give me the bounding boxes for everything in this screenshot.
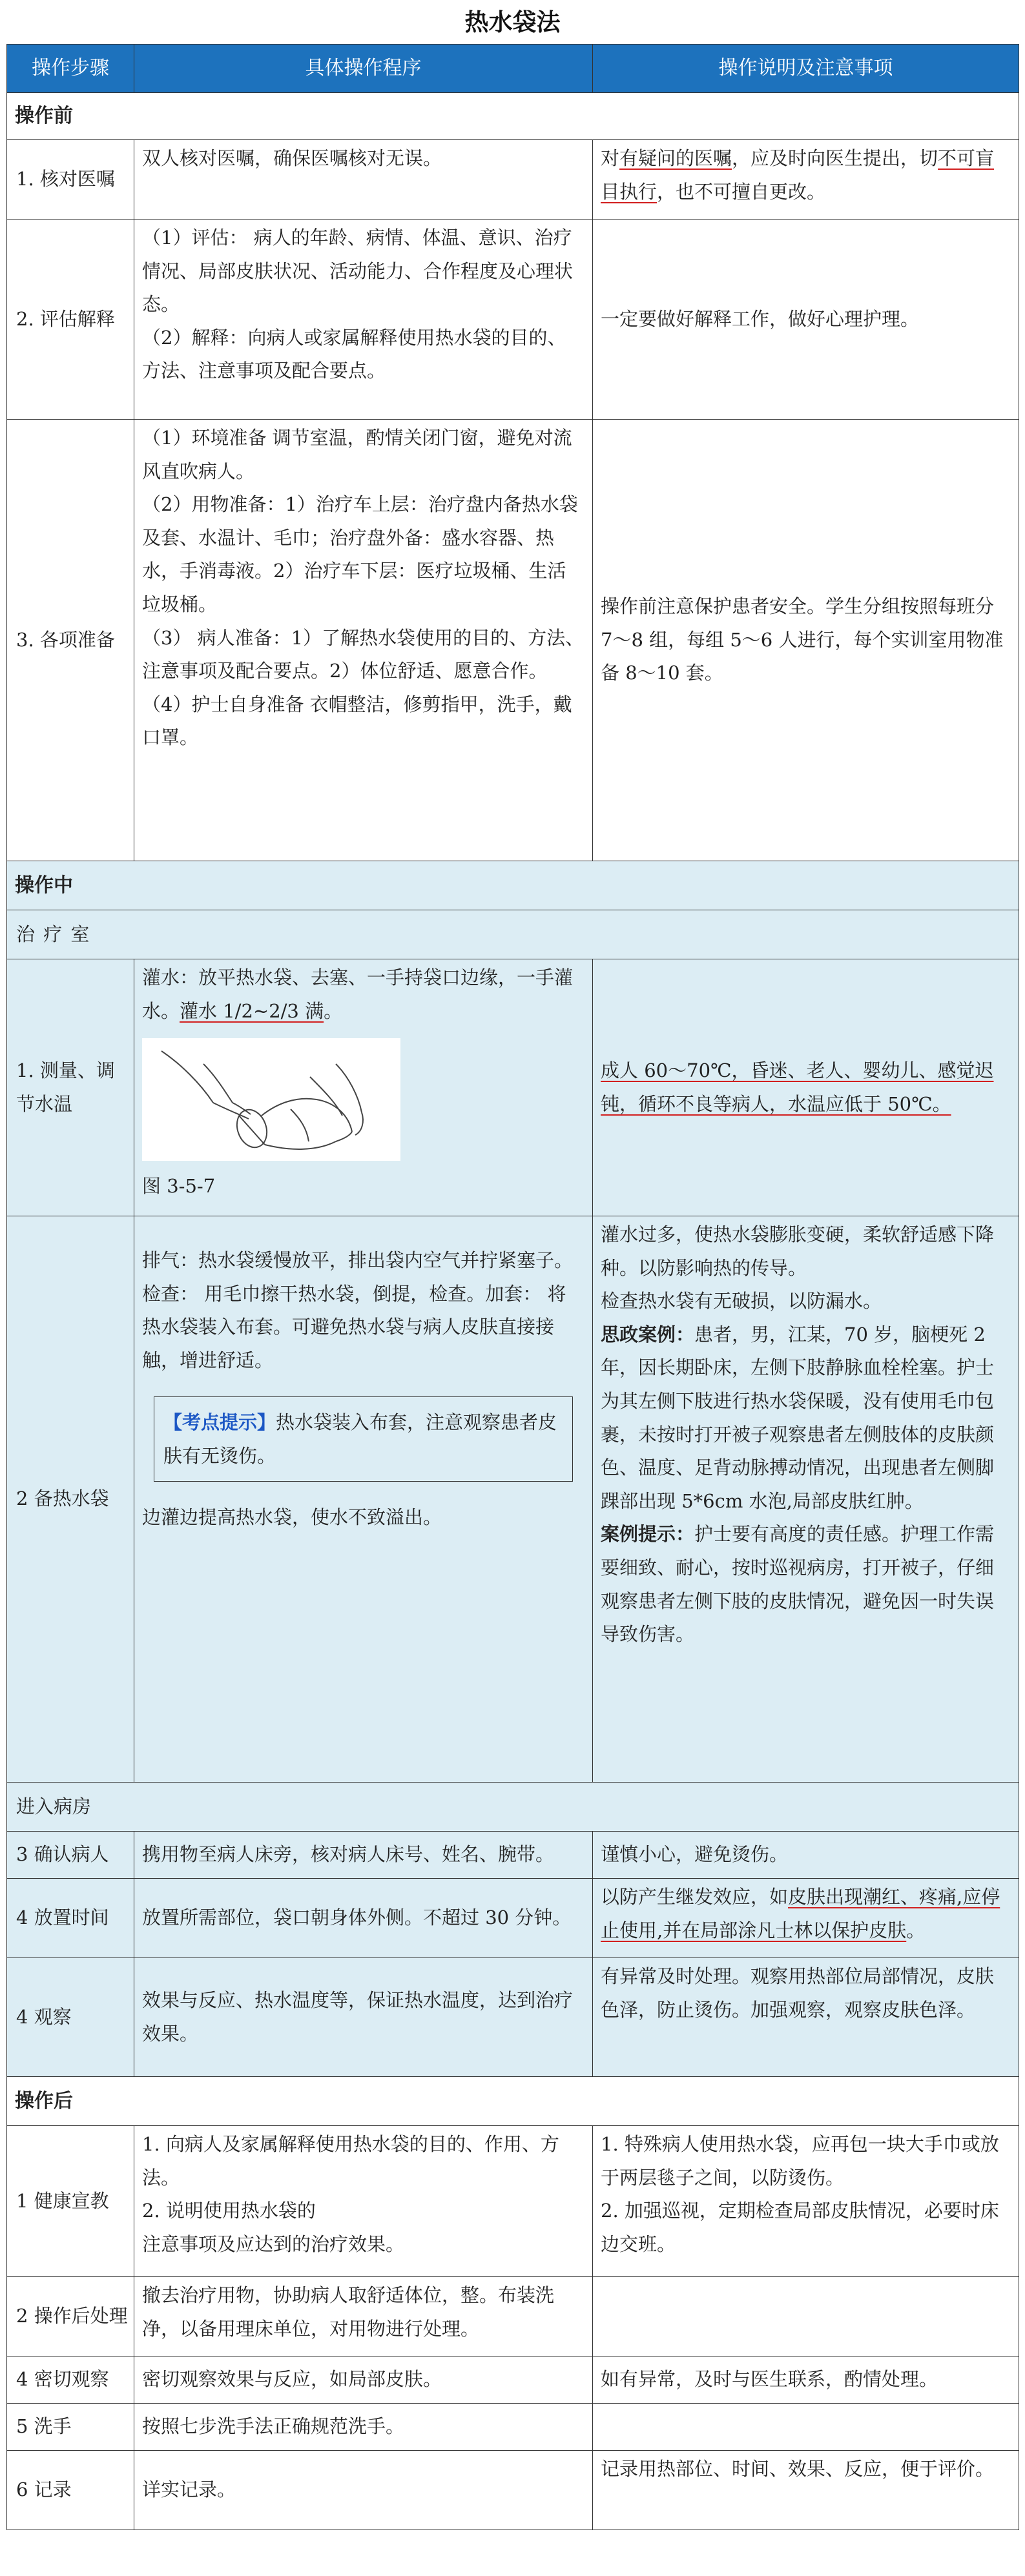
procedure-paragraph: 排气：热水袋缓慢放平，排出袋内空气并拧紧塞子。检查： 用毛巾擦干热水袋，倒提，检查。加套： 将热水袋装入布套。可避免热水袋与病人皮肤直接接触，增进舒适。 — [142, 1249, 574, 1371]
exam-tip-box — [154, 1396, 573, 1481]
notes-paragraph: 灌水过多，使热水袋膨胀变硬，柔软舒适感下降种。以防影响热的传导。 — [601, 1223, 995, 1279]
header-notes: 操作说明及注意事项 — [593, 45, 1019, 93]
case-hint-paragraph — [601, 1518, 1011, 1651]
section-title: 操作前 — [7, 93, 1019, 140]
procedure-cell — [134, 140, 593, 220]
section-row-before — [7, 93, 1019, 140]
notes-cell: 记录用热部位、时间、效果、反应，便于评价。 — [593, 2451, 1019, 2530]
section-row-during — [7, 861, 1019, 910]
procedure-paragraph: （3） 病人准备：1）了解热水袋使用的目的、方法、注意事项及配合要点。2）体位舒适、愿意合作。 — [142, 626, 585, 682]
procedure-cell: 放置所需部位，袋口朝身体外侧。不超过 30 分钟。 — [134, 1879, 593, 1958]
subsection-title: 治 疗 室 — [7, 910, 1019, 959]
procedure-cell — [134, 2126, 593, 2277]
table-row — [7, 220, 1019, 420]
procedure-paragraph: （4）护士自身准备 衣帽整洁，修剪指甲，洗手，戴口罩。 — [142, 693, 572, 749]
section-title: 操作中 — [7, 861, 1019, 910]
case-label: 思政案例： — [601, 1323, 695, 1345]
step-label: 2. 评估解释 — [7, 220, 134, 420]
case-hint-text: 护士要有高度的责任感。护理工作需要细致、耐心，按时巡视病房，打开被子，仔细观察患者左侧下肢的皮肤情况，避免因一时失误导致伤害。 — [601, 1523, 995, 1646]
notes-cell — [593, 2277, 1019, 2356]
notes-text: 。 — [906, 1919, 926, 1941]
step-label: 3. 各项准备 — [7, 420, 134, 861]
procedure-paragraph: 1. 向病人及家属解释使用热水袋的目的、作用、方法。 — [142, 2133, 559, 2189]
procedure-paragraph: 边灌边提高热水袋，使水不致溢出。 — [142, 1506, 442, 1528]
procedure-paragraph: （1）环境准备 调节室温，酌情关闭门窗，避免对流风直吹病人。 — [142, 427, 572, 482]
procedure-cell — [134, 1216, 593, 1783]
exam-tip-label: 【考点提示】 — [163, 1411, 276, 1434]
notes-text: 以防产生继发效应，如 — [601, 1886, 789, 1908]
procedure-cell: 详实记录。 — [134, 2451, 593, 2530]
figure-caption: 图 3-5-7 — [142, 1175, 216, 1198]
table-row — [7, 2126, 1019, 2277]
step-label: 2 操作后处理 — [7, 2277, 134, 2356]
highlight-text: 灌水 1/2~2/3 满 — [180, 999, 324, 1022]
subsection-title: 进入病房 — [7, 1783, 1019, 1832]
notes-cell — [593, 1879, 1019, 1958]
notes-paragraph: 2. 加强巡视，定期检查局部皮肤情况，必要时床边交班。 — [601, 2200, 999, 2255]
notes-text: 对 — [601, 147, 620, 169]
exam-tip-text: 热水袋装入布套，注意观察患者皮肤有无烫伤。 — [163, 1411, 557, 1467]
header-procedure: 具体操作程序 — [134, 45, 593, 93]
table-row — [7, 2404, 1019, 2451]
procedure-paragraph: 注意事项及应达到的治疗效果。 — [142, 2233, 405, 2255]
procedure-paragraph: 2. 说明使用热水袋的 — [142, 2200, 316, 2222]
step-label: 3 确认病人 — [7, 1832, 134, 1879]
section-row-after — [7, 2077, 1019, 2126]
step-label: 1 健康宣教 — [7, 2126, 134, 2277]
procedure-cell — [134, 220, 593, 420]
step-label: 2 备热水袋 — [7, 1216, 134, 1783]
procedure-cell — [134, 420, 593, 861]
notes-paragraph: 1. 特殊病人使用热水袋，应再包一块大手巾或放于两层毯子之间，以防烫伤。 — [601, 2133, 999, 2189]
procedure-text: 灌水：放平热水袋、去塞、一手持袋口边缘，一手灌水。 — [142, 966, 574, 1022]
notes-cell — [593, 1216, 1019, 1783]
table-row — [7, 140, 1019, 220]
procedure-table — [6, 44, 1019, 2530]
step-label: 4 放置时间 — [7, 1879, 134, 1958]
procedure-cell — [134, 959, 593, 1216]
document-title: 热水袋法 — [464, 8, 561, 36]
highlight-text: 不可盲目执行 — [601, 147, 995, 203]
notes-paragraph: 检查热水袋有无破损，以防漏水。 — [601, 1290, 882, 1313]
procedure-cell: 撤去治疗用物，协助病人取舒适体位，整。布装洗净，以备用理床单位，对用物进行处理。 — [134, 2277, 593, 2356]
table-row — [7, 1832, 1019, 1879]
notes-cell — [593, 2404, 1019, 2451]
highlight-text: 有疑问的医嘱 — [619, 147, 732, 169]
procedure-paragraph: （2）解释：向病人或家属解释使用热水袋的目的、方法、注意事项及配合要点。 — [142, 326, 566, 382]
step-label: 5 洗手 — [7, 2404, 134, 2451]
procedure-paragraph — [142, 961, 585, 1028]
notes-text: ，应及时向医生提出，切 — [732, 147, 938, 169]
notes-cell: 一定要做好解释工作，做好心理护理。 — [593, 220, 1019, 420]
procedure-cell: 效果与反应、热水温度等，保证热水温度，达到治疗效果。 — [134, 1958, 593, 2077]
subsection-row-treatment-room — [7, 910, 1019, 959]
table-row — [7, 1958, 1019, 2077]
notes-text: ，也不可擅自更改。 — [657, 180, 826, 203]
procedure-text: 双人核对医嘱，确保医嘱核对无误。 — [142, 147, 442, 169]
section-title: 操作后 — [7, 2077, 1019, 2126]
procedure-paragraph: （1）评估： 病人的年龄、病情、体温、意识、治疗情况、局部皮肤状况、活动能力、合作程度及心理状态。 — [142, 227, 574, 316]
notes-cell: 有异常及时处理。观察用热部位局部情况，皮肤色泽，防止烫伤。加强观察，观察皮肤色泽。 — [593, 1958, 1019, 2077]
notes-cell: 操作前注意保护患者安全。学生分组按照每班分 7～8 组，每组 5～6 人进行，每个实训室用物准备 8～10 套。 — [593, 420, 1019, 861]
table-row — [7, 1879, 1019, 1958]
case-text: 患者，男，江某，70 岁，脑梗死 2 年，因长期卧床，左侧下肢静脉血栓栓塞。护士为其左侧下肢进行热水袋保暖，没有使用毛巾包裹，未按时打开被子观察患者左侧肢体的皮肤颜色、温度、足背动脉搏动情况，出现患者左侧脚踝部出现 5*6cm 水泡,局部皮肤红肿。 — [601, 1323, 995, 1512]
procedure-cell: 按照七步洗手法正确规范洗手。 — [134, 2404, 593, 2451]
table-row — [7, 2356, 1019, 2404]
notes-cell — [593, 959, 1019, 1216]
notes-cell: 谨慎小心，避免烫伤。 — [593, 1832, 1019, 1879]
table-row — [7, 420, 1019, 861]
procedure-cell: 密切观察效果与反应，如局部皮肤。 — [134, 2356, 593, 2404]
case-paragraph — [601, 1318, 1011, 1518]
highlight-text: 皮肤出现潮红、疼痛,应停止使用,并在局部涂凡士林以保护皮肤 — [601, 1886, 1000, 1941]
spacer — [142, 1218, 585, 1244]
table-row — [7, 959, 1019, 1216]
procedure-text: 。 — [324, 999, 343, 1022]
step-label: 4 密切观察 — [7, 2356, 134, 2404]
table-header-row — [7, 45, 1019, 93]
notes-cell: 如有异常，及时与医生联系，酌情处理。 — [593, 2356, 1019, 2404]
procedure-cell: 携用物至病人床旁，核对病人床号、姓名、腕带。 — [134, 1832, 593, 1879]
step-label: 1. 核对医嘱 — [7, 140, 134, 220]
table-row — [7, 2451, 1019, 2530]
step-label: 1. 测量、调节水温 — [7, 959, 134, 1216]
step-label: 4 观察 — [7, 1958, 134, 2077]
procedure-paragraph: （2）用物准备：1）治疗车上层：治疗盘内备热水袋及套、水温计、毛巾；治疗盘外备：盛水容器、热水，手消毒液。2）治疗车下层：医疗垃圾桶、生活垃圾桶。 — [142, 493, 578, 616]
highlight-text: 成人 60～70℃，昏迷、老人、婴幼儿、感觉迟钝，循环不良等病人，水温应低于 50℃。 — [601, 1059, 994, 1115]
case-hint-label: 案例提示： — [601, 1523, 695, 1546]
header-step: 操作步骤 — [7, 45, 134, 93]
table-row — [7, 2277, 1019, 2356]
subsection-row-ward — [7, 1783, 1019, 1832]
notes-cell — [593, 2126, 1019, 2277]
notes-cell — [593, 140, 1019, 220]
table-row — [7, 1216, 1019, 1783]
hot-water-bag-filling-figure — [142, 1038, 400, 1161]
step-label: 6 记录 — [7, 2451, 134, 2530]
